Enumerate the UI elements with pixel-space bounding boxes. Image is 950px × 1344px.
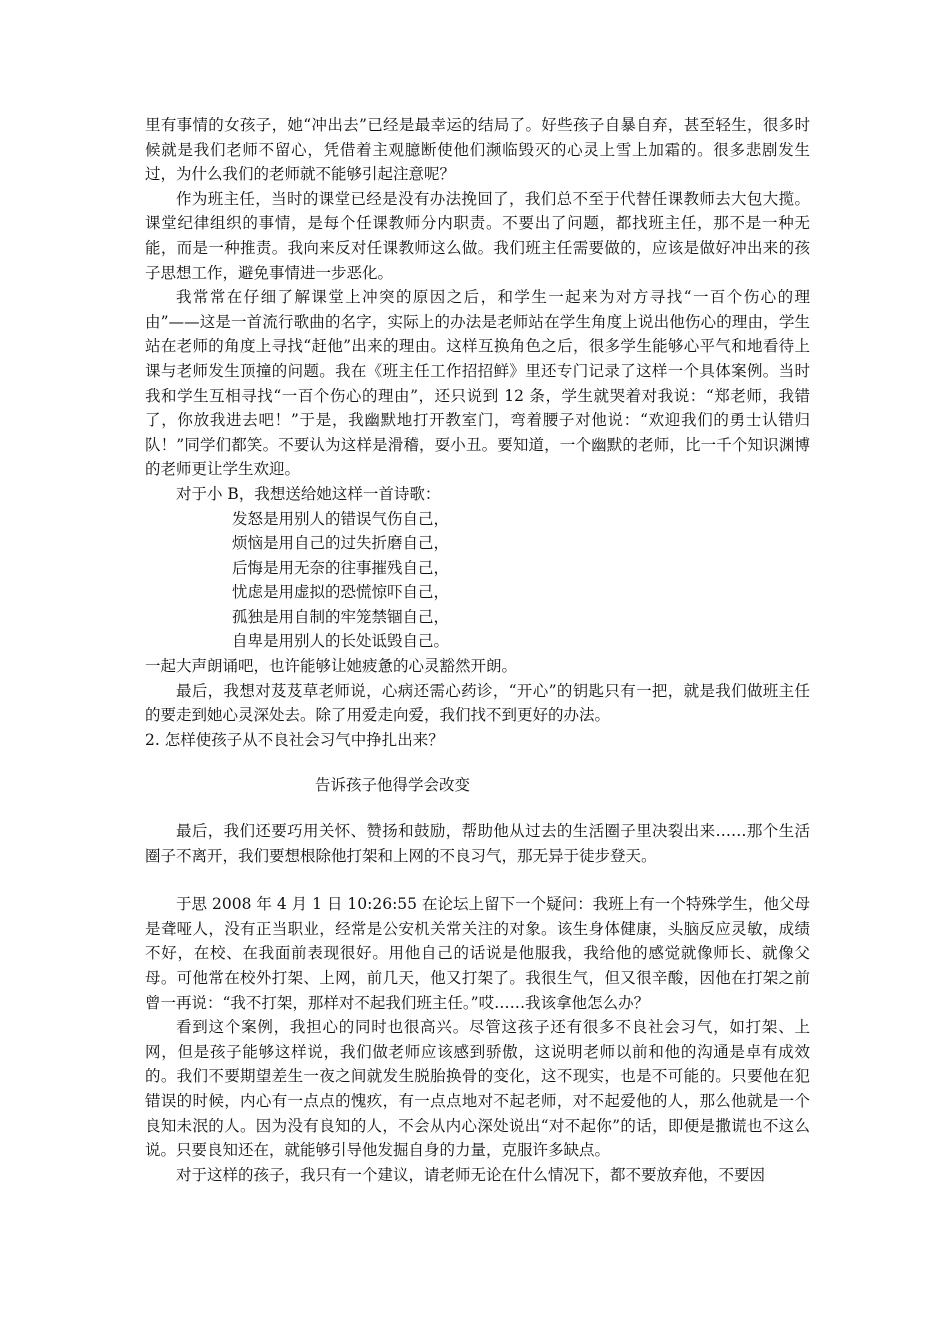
poem-line: 烦恼是用自己的过失折磨自己， — [232, 534, 450, 553]
paragraph: 最后，我想对芨芨草老师说，心病还需心药诊，“开心”的钥匙只有一把，就是我们做班主任的要走到她心灵深处去。除了用爱走向爱，我们找不到更好的办法。 — [145, 681, 810, 725]
poem-line: 发怒是用别人的错误气伤自己， — [232, 509, 450, 528]
paragraph: 看到这个案例，我担心的同时也很高兴。尽管这孩子还有很多不良社会习气，如打架、上网，但是孩子能够这样说，我们做老师应该感到骄傲，这说明老师以前和他的沟通是卓有成效的。我们不要期望差生一夜之间就发生脱胎换骨的变化，这不现实，也是不可能的。只要他在犯错误的时候，内心有一点点的愧疚，有一点点地对不起老师，对不起爱他的人，那么他就是一个良知未泯的人。因为没有良知的人，不会从内心深处说出“对不起你”的话，即便是撒谎也不这么说。只要良知还在，就能够引导他发掘自身的力量，克服许多缺点。 — [145, 1018, 810, 1160]
question-heading: 2. 怎样使孩子从不良社会习气中挣扎出来？ — [145, 730, 444, 749]
document-page — [145, 113, 810, 1187]
poem-line: 忧虑是用虚拟的恐慌惊吓自己， — [232, 583, 450, 602]
paragraph: 对于小 B，我想送给她这样一首诗歌： — [176, 484, 441, 503]
poem-line: 后悔是用无奈的往事摧残自己， — [232, 558, 450, 577]
paragraph: 一起大声朗诵吧，也许能够让她疲惫的心灵豁然开朗。 — [145, 657, 518, 676]
paragraph: 于思 2008 年 4 月 1 日 10:26:55 在论坛上留下一个疑问：我班上有一个特殊学生，他父母是聋哑人，没有正当职业，经常是公安机关常关注的对象。该生身体健康，头脑反应灵敏，成绩不好，在校、在我面前表现很好。用他自己的话说是他服我，我给他的感觉就像师长、就像父母。可他常在校外打架、上网，前几天，他又打架了。我很生气，但又很辛酸，因他在打架之前曾一再说：“我不打架，那样对不起我们班主任。”哎……我该拿他怎么办？ — [145, 895, 810, 1012]
paragraph: 对于这样的孩子，我只有一个建议，请老师无论在什么情况下，都不要放弃他，不要因 — [176, 1165, 766, 1184]
section-title: 告诉孩子他得学会改变 — [315, 776, 471, 795]
poem-line: 孤独是用自制的牢笼禁锢自己， — [232, 607, 450, 626]
paragraph: 我常常在仔细了解课堂上冲突的原因之后，和学生一起来为对方寻找“一百个伤心的理由”——这是一首流行歌曲的名字，实际上的办法是老师站在学生角度上说出他伤心的理由，学生站在老师的角度上寻找“赶他”出来的理由。这样互换角色之后，很多学生能够心平气和地看待上课与老师发生顶撞的问题。我在《班主任工作招招鲜》里还专门记录了这样一个具体案例。当时我和学生互相寻找“一百个伤心的理由”，还只说到 12 条，学生就哭着对我说：“郑老师，我错了，你放我进去吧！”于是，我幽默地打开教室门，弯着腰子对他说：“欢迎我们的勇士认错归队！”同学们都笑。不要认为这样是滑稽，耍小丑。要知道，一个幽默的老师，比一千个知识渊博的老师更让学生欢迎。 — [145, 288, 810, 479]
paragraph-gap — [145, 868, 810, 892]
intro-paragraph: 最后，我们还要巧用关怀、赞扬和鼓励，帮助他从过去的生活圈子里决裂出来……那个生活圈子不离开，我们要想根除他打架和上网的不良习气，那无异于徒步登天。 — [145, 822, 810, 865]
poem — [145, 507, 810, 655]
poem-line: 自卑是用别人的长处诋毁自己。 — [232, 632, 450, 651]
paragraph-continuation: 里有事情的女孩子，她“冲出去”已经是最幸运的结局了。好些孩子自暴自弃，甚至轻生，很多时候就是我们老师不留心，凭借着主观臆断使他们濒临毁灭的心灵上雪上加霜的。很多悲剧发生过，为什么我们的老师就不能够引起注意呢？ — [145, 116, 810, 184]
paragraph: 作为班主任，当时的课堂已经是没有办法挽回了，我们总不至于代替任课教师去大包大揽。课堂纪律组织的事情，是每个任课教师分内职责。不要出了问题，都找班主任，那不是一种无能，而是一种推责。我向来反对任课教师这么做。我们班主任需要做的，应该是做好冲出来的孩子思想工作，避免事情进一步恶化。 — [145, 189, 810, 282]
